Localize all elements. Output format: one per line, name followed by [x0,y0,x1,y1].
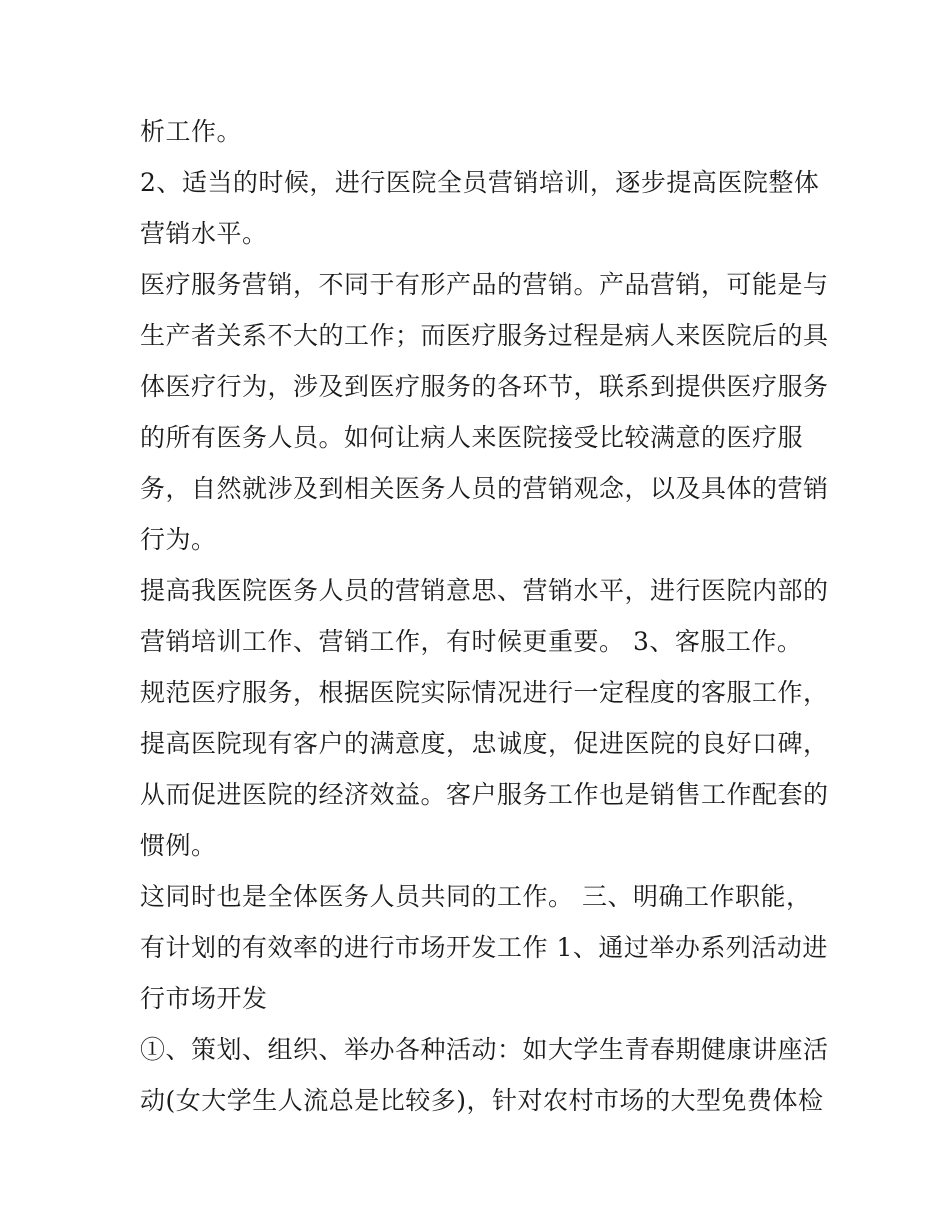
text-line: 务，自然就涉及到相关医务人员的营销观念，以及具体的营销 [140,474,829,503]
text-line: ①、策划、组织、举办各种活动：如大学生青春期健康讲座活 [140,1035,829,1064]
text-line: 生产者关系不大的工作；而医疗服务过程是病人来医院后的具 [140,321,829,350]
text-line: 体医疗行为，涉及到医疗服务的各环节，联系到提供医疗服务 [140,372,829,401]
text-line: 2、适当的时候，进行医院全员营销培训，逐步提高医院整体 [140,168,820,197]
text-line: 这同时也是全体医务人员共同的工作。 三、明确工作职能， [140,882,812,911]
text-line: 有计划的有效率的进行市场开发工作 1、通过举办系列活动进 [140,933,828,962]
text-line: 营销水平。 [140,219,268,248]
text-line: 规范医疗服务，根据医院实际情况进行一定程度的客服工作， [140,678,829,707]
text-line: 析工作。 [140,117,243,146]
document-body [140,106,829,1126]
text-line: 惯例。 [140,831,217,860]
text-line: 从而促进医院的经济效益。客户服务工作也是销售工作配套的 [140,780,829,809]
text-line: 的所有医务人员。如何让病人来医院接受比较满意的医疗服 [140,423,804,452]
text-line: 动(女大学生人流总是比较多)，针对农村市场的大型免费体检 [140,1086,824,1115]
text-line: 医疗服务营销，不同于有形产品的营销。产品营销，可能是与 [140,270,829,299]
text-line: 行市场开发 [140,984,268,1013]
text-line: 营销培训工作、营销工作，有时候更重要。 3、客服工作。 [140,627,803,656]
text-line: 提高医院现有客户的满意度，忠诚度，促进医院的良好口碑， [140,729,829,758]
text-line: 行为。 [140,525,217,554]
text-line: 提高我医院医务人员的营销意思、营销水平，进行医院内部的 [140,576,829,605]
